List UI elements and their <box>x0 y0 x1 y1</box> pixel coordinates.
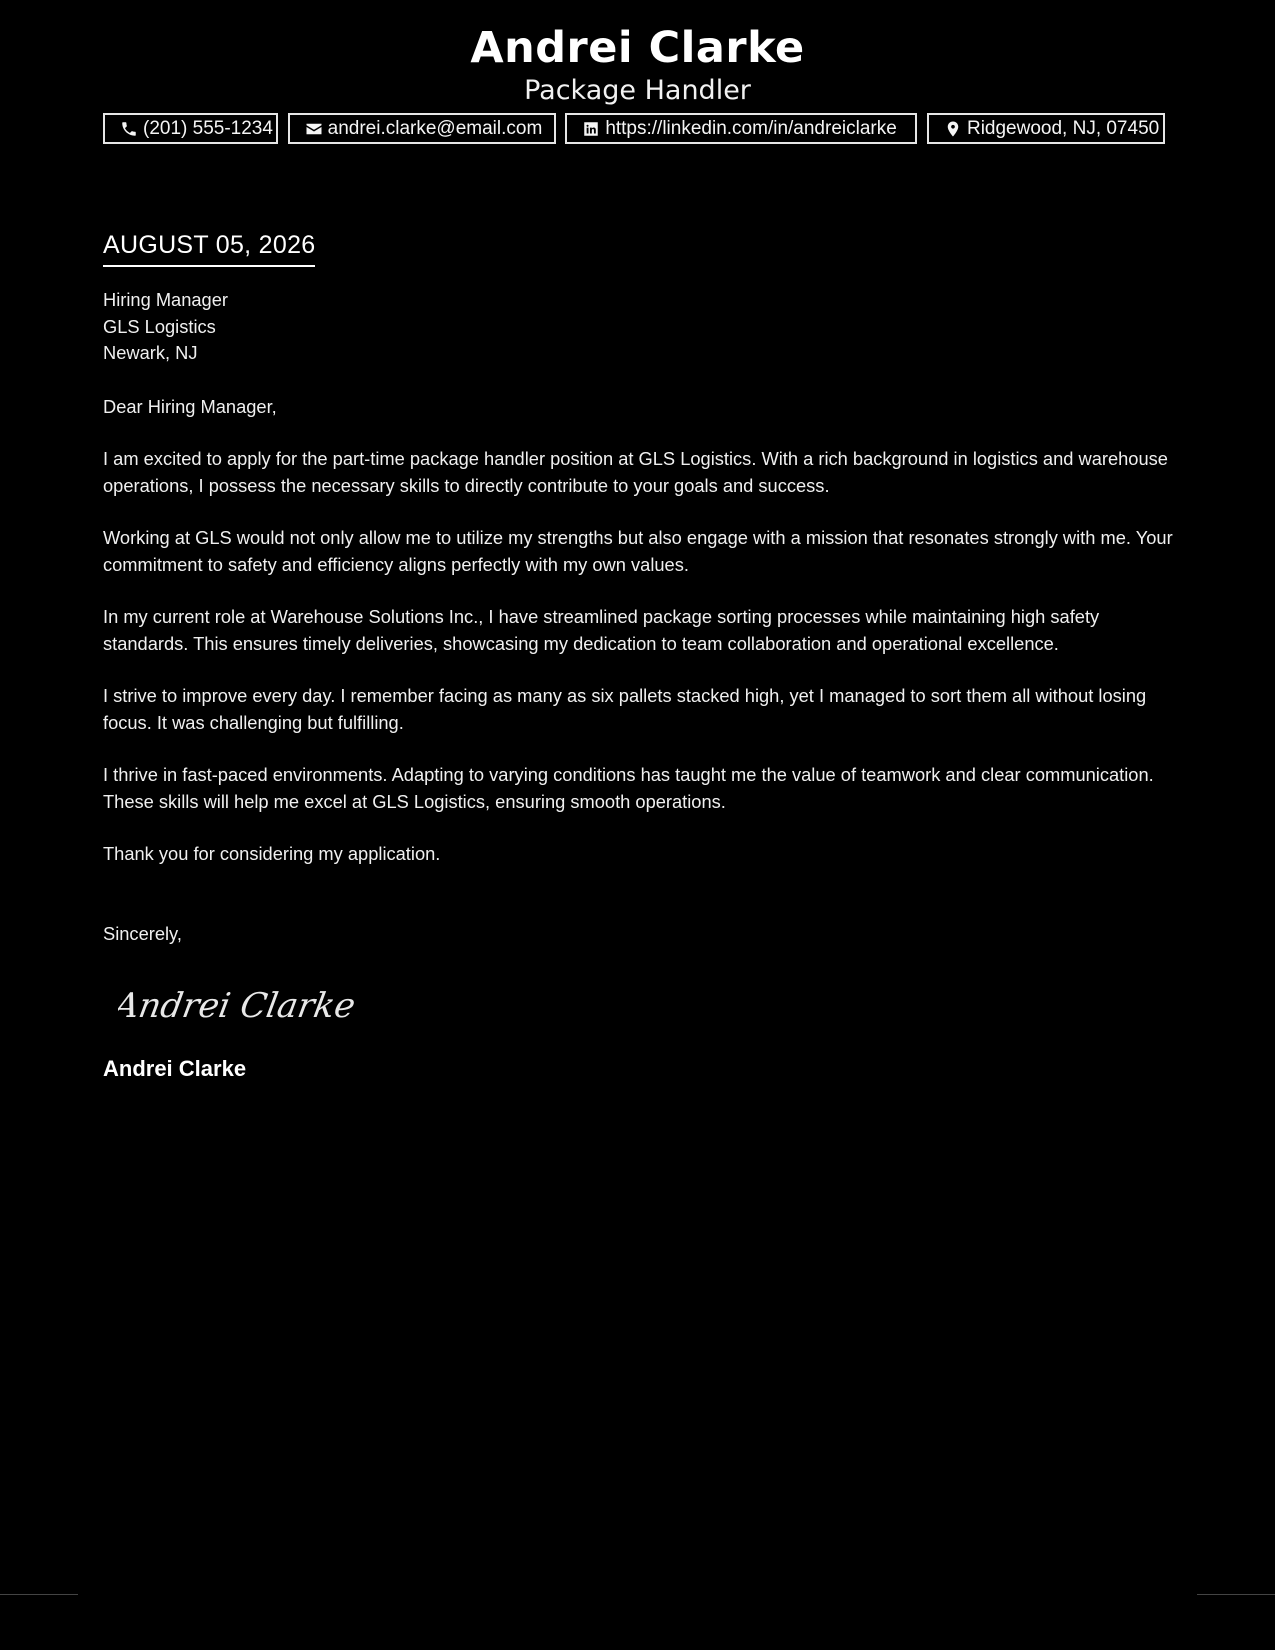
recipient-location: Newark, NJ <box>103 342 198 363</box>
map-marker-icon <box>944 120 962 138</box>
contact-phone-text: (201) 555-1234 <box>143 117 273 139</box>
contact-bar <box>103 113 1165 144</box>
footer-divider-right <box>1197 1594 1275 1595</box>
signature-image <box>118 975 378 1035</box>
body-paragraph: I strive to improve every day. I remember facing as many as six pallets stacked high, yet I managed to sort them all without losing focus. It was challenging but fulfilling. <box>103 685 1147 733</box>
body-paragraph: I thrive in fast-paced environments. Adapting to varying conditions has taught me the value of teamwork and clear communication. These skills will help me excel at GLS Logistics, ensuring smooth operations. <box>103 764 1154 812</box>
phone-icon <box>120 120 138 138</box>
footer-divider-left <box>0 1594 78 1595</box>
contact-linkedin[interactable] <box>565 113 917 144</box>
letter-header <box>0 20 1275 106</box>
salutation: Dear Hiring Manager, <box>103 395 277 417</box>
contact-location[interactable] <box>927 113 1165 144</box>
body-paragraph: Working at GLS would not only allow me to utilize my strengths but also engage with a mission that resonates strongly with me. Your commitment to safety and efficiency aligns perfectly with my own values. <box>103 527 1173 575</box>
contact-phone[interactable] <box>103 113 278 144</box>
closing: Sincerely, <box>103 922 182 944</box>
letter-body <box>103 228 1173 1083</box>
signer-name: Andrei Clarke <box>103 1056 247 1081</box>
envelope-icon <box>305 120 323 138</box>
contact-email-text: andrei.clarke@email.com <box>327 117 543 139</box>
signature <box>118 975 1173 1035</box>
contact-email[interactable] <box>288 113 556 144</box>
svg-text:Andrei Clarke: Andrei Clarke <box>118 986 359 1026</box>
body-paragraph: I am excited to apply for the part-time package handler position at GLS Logistics. With a rich background in logistics and warehouse operations, I possess the necessary skills to directly contribute to your goals and success. <box>103 448 1168 496</box>
letter-date: AUGUST 05, 2026 <box>103 228 315 267</box>
recipient-title: Hiring Manager <box>103 289 228 310</box>
recipient-block <box>103 287 1173 367</box>
recipient-company: GLS Logistics <box>103 315 216 337</box>
contact-linkedin-text: https://linkedin.com/in/andreiclarke <box>605 117 897 139</box>
job-title: Package Handler <box>524 75 751 106</box>
body-paragraph: Thank you for considering my application. <box>103 843 441 864</box>
applicant-name: Andrei Clarke <box>470 23 805 73</box>
contact-location-text: Ridgewood, NJ, 07450 <box>966 117 1160 139</box>
linkedin-icon <box>582 120 600 138</box>
body-paragraph: In my current role at Warehouse Solutions Inc., I have streamlined package sorting processes while maintaining high safety standards. This ensures timely deliveries, showcasing my dedication to team collaboration and operational excellence. <box>103 606 1100 654</box>
